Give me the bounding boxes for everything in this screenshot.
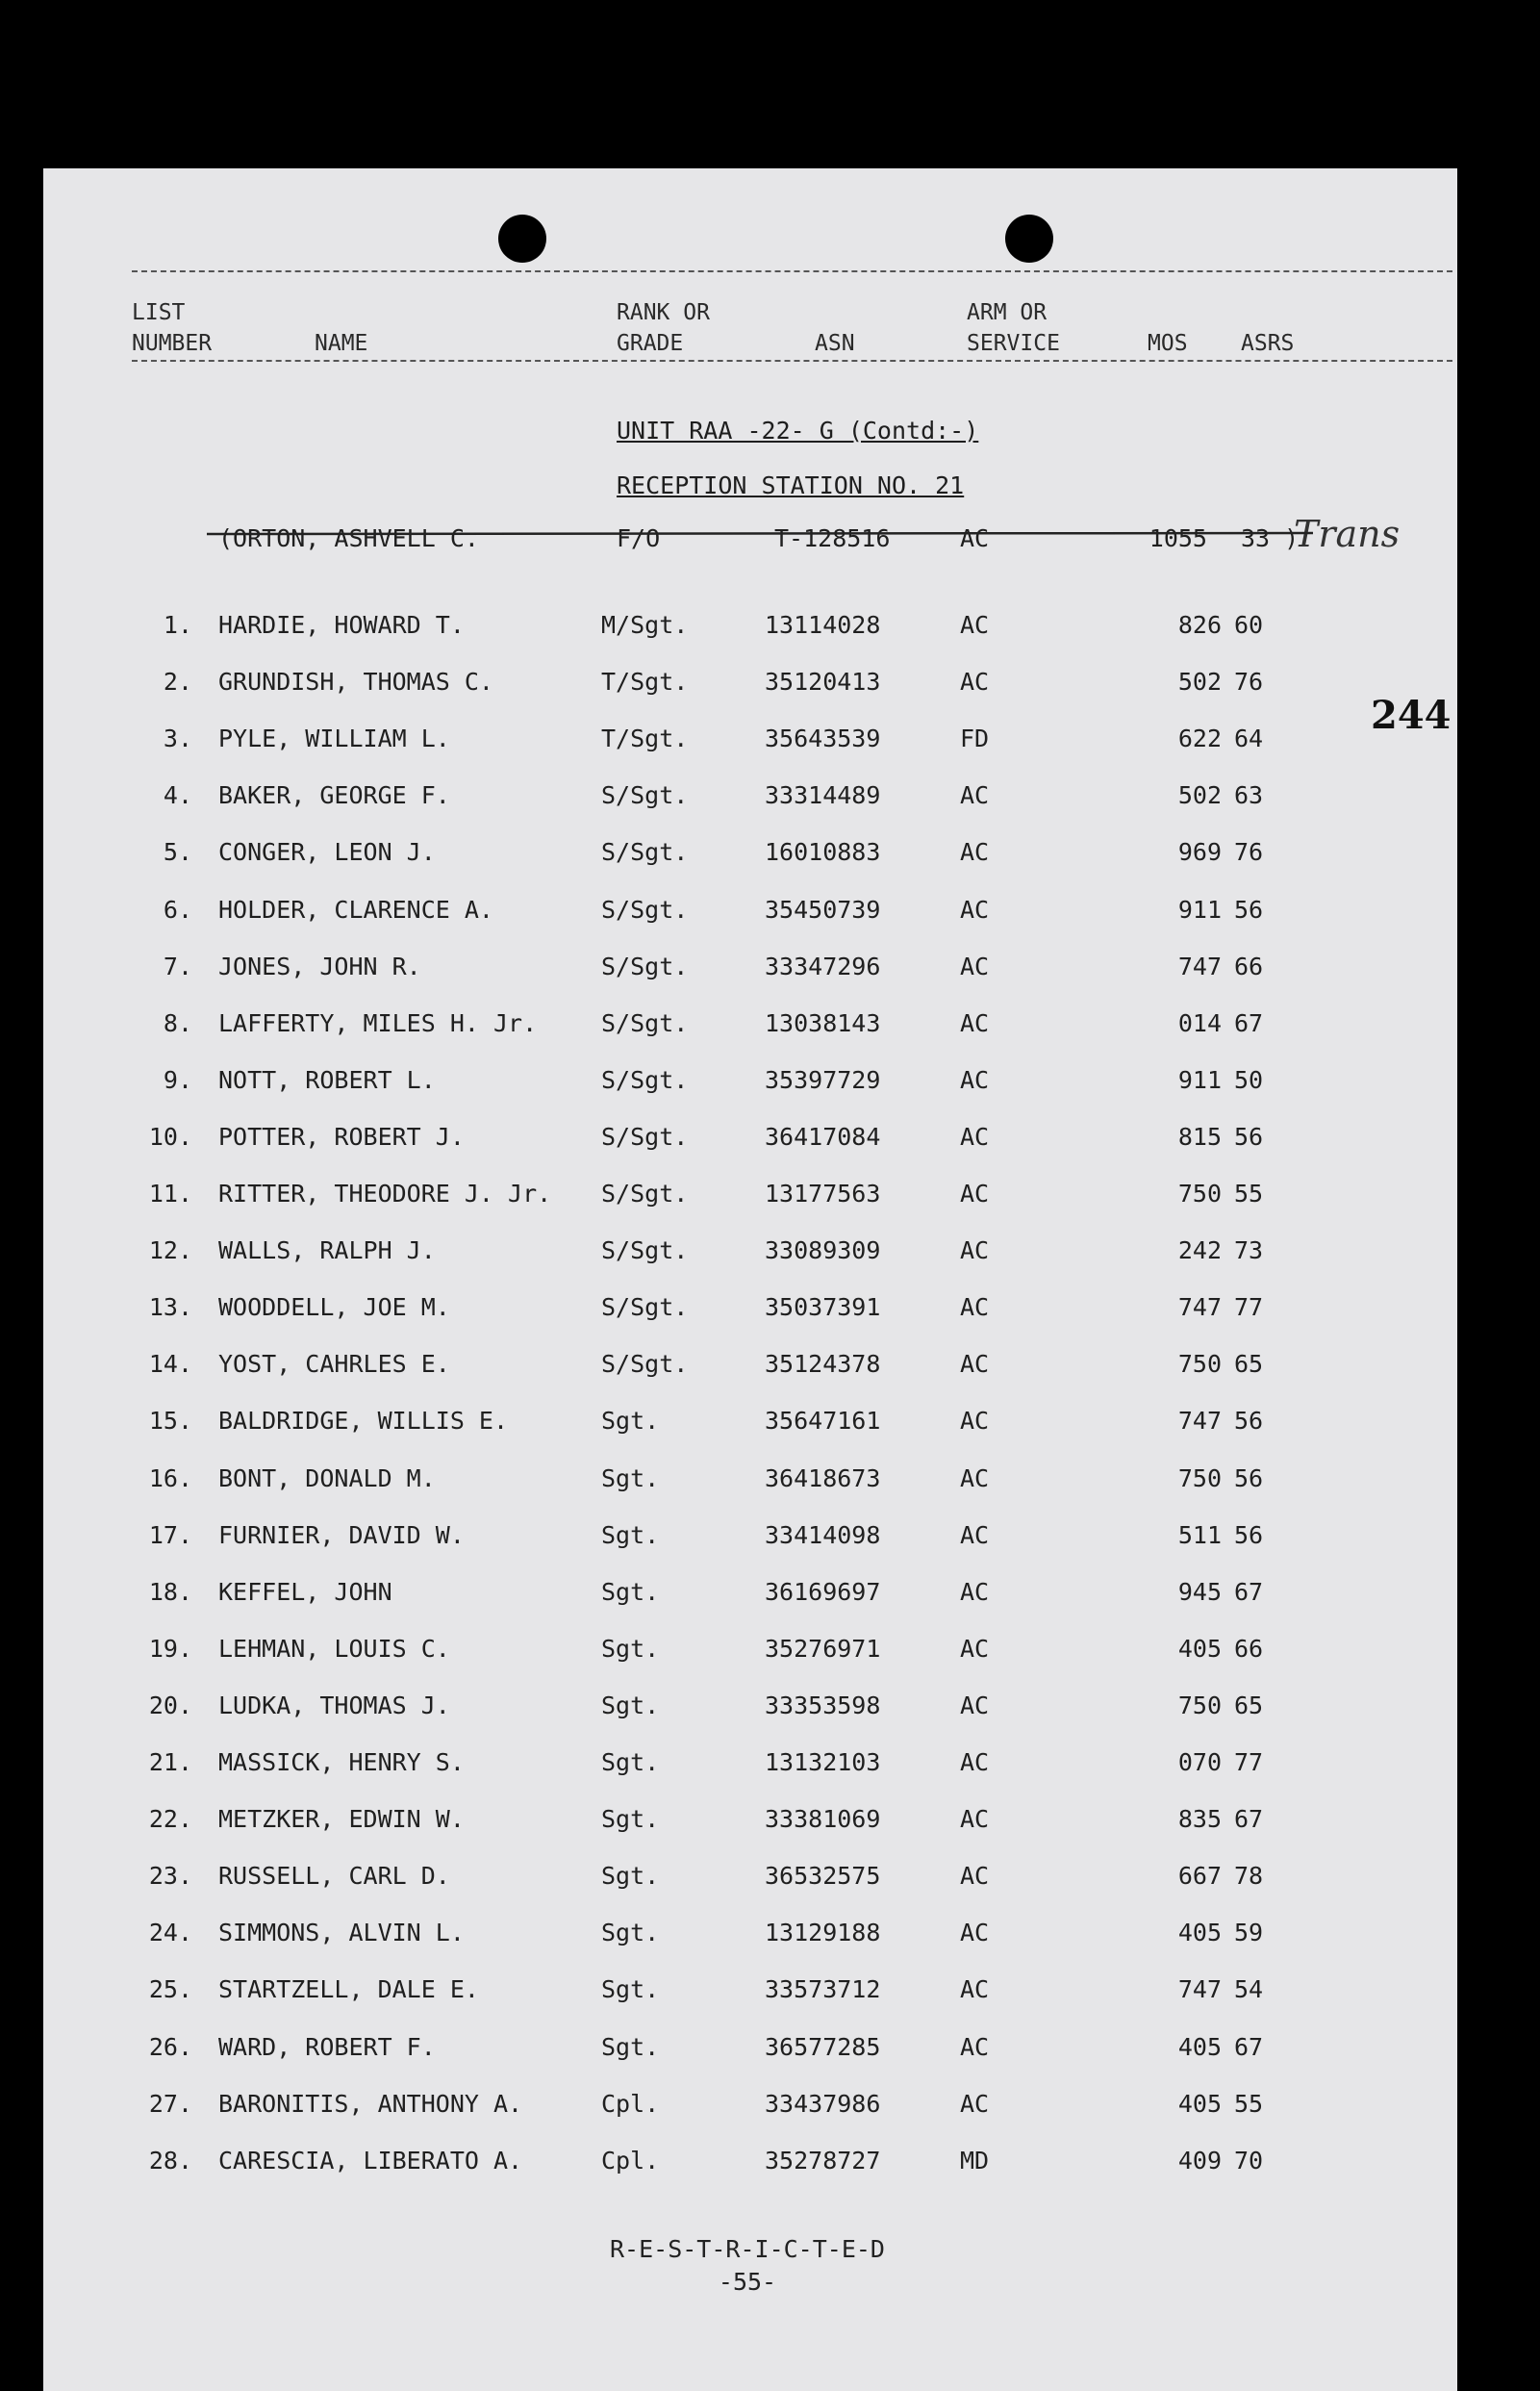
top-dashed-rule xyxy=(132,270,1452,272)
unit-heading: UNIT RAA -22- G (Contd:-) xyxy=(617,417,979,445)
header-asn: ASN xyxy=(815,331,855,356)
header-asrs: ASRS xyxy=(1241,331,1295,356)
person-name: POTTER, ROBERT J. xyxy=(218,1122,465,1151)
mos-code: 014 xyxy=(1177,1008,1222,1037)
list-number: 2. xyxy=(163,668,192,697)
asrs-score: 63 xyxy=(1234,781,1264,810)
header-mos: MOS xyxy=(1148,331,1188,356)
list-number: 11. xyxy=(148,1180,192,1208)
person-name: JONES, JOHN R. xyxy=(218,952,421,980)
mos-code: 622 xyxy=(1177,725,1222,753)
rank-grade: S/Sgt. xyxy=(601,781,689,810)
list-number: 16. xyxy=(148,1463,192,1492)
person-name: RUSSELL, CARL D. xyxy=(218,1862,450,1891)
rank-grade: S/Sgt. xyxy=(601,1236,689,1265)
rank-grade: S/Sgt. xyxy=(601,1293,689,1322)
table-row xyxy=(43,1407,1457,1445)
table-row xyxy=(43,1692,1457,1730)
asn-number: 13177563 xyxy=(765,1180,881,1208)
struck-name: (ORTON, ASHVELL C. xyxy=(218,524,479,552)
list-number: 3. xyxy=(163,725,192,753)
asn-number: 35643539 xyxy=(765,725,881,753)
rank-grade: Sgt. xyxy=(601,1520,660,1549)
table-row xyxy=(43,953,1457,991)
asrs-score: 67 xyxy=(1234,2032,1264,2061)
arm-service: AC xyxy=(960,1862,990,1891)
asrs-score: 78 xyxy=(1234,1862,1264,1891)
asrs-score: 77 xyxy=(1234,1748,1264,1776)
rank-grade: M/Sgt. xyxy=(601,611,689,639)
arm-service: AC xyxy=(960,1065,990,1094)
struck-arm: AC xyxy=(960,524,990,552)
mos-code: 070 xyxy=(1177,1748,1222,1776)
mos-code: 911 xyxy=(1177,1065,1222,1094)
person-name: WALLS, RALPH J. xyxy=(218,1236,436,1265)
asn-number: 33437986 xyxy=(765,2089,881,2118)
table-row xyxy=(43,1236,1457,1275)
arm-service: AC xyxy=(960,1463,990,1492)
table-row xyxy=(43,1009,1457,1048)
asrs-score: 60 xyxy=(1234,611,1264,639)
table-row xyxy=(43,1180,1457,1218)
mos-code: 667 xyxy=(1177,1862,1222,1891)
person-name: LAFFERTY, MILES H. Jr. xyxy=(218,1008,538,1037)
asn-number: 35276971 xyxy=(765,1634,881,1663)
person-name: HARDIE, HOWARD T. xyxy=(218,611,465,639)
rank-grade: S/Sgt. xyxy=(601,1008,689,1037)
mos-code: 911 xyxy=(1177,895,1222,924)
asrs-score: 65 xyxy=(1234,1691,1264,1719)
asrs-score: 76 xyxy=(1234,668,1264,697)
rank-grade: T/Sgt. xyxy=(601,725,689,753)
struck-asrs: 33 ) xyxy=(1241,524,1300,552)
arm-service: AC xyxy=(960,1805,990,1834)
arm-service: AC xyxy=(960,1350,990,1379)
person-name: WOODDELL, JOE M. xyxy=(218,1293,450,1322)
asn-number: 36418673 xyxy=(765,1463,881,1492)
list-number: 23. xyxy=(148,1862,192,1891)
asn-number: 13038143 xyxy=(765,1008,881,1037)
mos-code: 945 xyxy=(1177,1577,1222,1606)
person-name: KEFFEL, JOHN xyxy=(218,1577,392,1606)
arm-service: AC xyxy=(960,952,990,980)
person-name: YOST, CAHRLES E. xyxy=(218,1350,450,1379)
arm-service: AC xyxy=(960,1975,990,2004)
asn-number: 35397729 xyxy=(765,1065,881,1094)
table-row xyxy=(43,725,1457,763)
mos-code: 747 xyxy=(1177,952,1222,980)
mos-code: 815 xyxy=(1177,1122,1222,1151)
asn-number: 33089309 xyxy=(765,1236,881,1265)
asrs-score: 56 xyxy=(1234,1122,1264,1151)
asrs-score: 73 xyxy=(1234,1236,1264,1265)
person-name: STARTZELL, DALE E. xyxy=(218,1975,479,2004)
rank-grade: Sgt. xyxy=(601,1975,660,2004)
asrs-score: 67 xyxy=(1234,1805,1264,1834)
mos-code: 511 xyxy=(1177,1520,1222,1549)
asrs-score: 56 xyxy=(1234,1407,1264,1436)
table-row xyxy=(43,668,1457,706)
list-number: 6. xyxy=(163,895,192,924)
asn-number: 33381069 xyxy=(765,1805,881,1834)
asrs-score: 50 xyxy=(1234,1065,1264,1094)
list-number: 8. xyxy=(163,1008,192,1037)
arm-service: AC xyxy=(960,1634,990,1663)
list-number: 20. xyxy=(148,1691,192,1719)
person-name: FURNIER, DAVID W. xyxy=(218,1520,465,1549)
person-name: GRUNDISH, THOMAS C. xyxy=(218,668,493,697)
rank-grade: Sgt. xyxy=(601,1805,660,1834)
mos-code: 502 xyxy=(1177,668,1222,697)
table-row xyxy=(43,1066,1457,1105)
person-name: METZKER, EDWIN W. xyxy=(218,1805,465,1834)
rank-grade: Sgt. xyxy=(601,1862,660,1891)
person-name: BAKER, GEORGE F. xyxy=(218,781,450,810)
list-number: 14. xyxy=(148,1350,192,1379)
list-number: 7. xyxy=(163,952,192,980)
arm-service: AC xyxy=(960,1008,990,1037)
strikethrough-line xyxy=(178,510,1486,548)
asn-number: 33347296 xyxy=(765,952,881,980)
arm-service: AC xyxy=(960,2089,990,2118)
mos-code: 405 xyxy=(1177,1919,1222,1947)
list-number: 25. xyxy=(148,1975,192,2004)
asrs-score: 70 xyxy=(1234,2146,1264,2175)
person-name: BARONITIS, ANTHONY A. xyxy=(218,2089,523,2118)
table-row xyxy=(43,2090,1457,2128)
punch-hole-right xyxy=(1005,215,1053,263)
arm-service: AC xyxy=(960,1293,990,1322)
list-number: 1. xyxy=(163,611,192,639)
arm-service: AC xyxy=(960,1520,990,1549)
arm-service: AC xyxy=(960,1236,990,1265)
mos-code: 750 xyxy=(1177,1350,1222,1379)
header-arm: ARM OR SERVICE xyxy=(967,300,1060,356)
mos-code: 405 xyxy=(1177,2089,1222,2118)
rank-grade: S/Sgt. xyxy=(601,1122,689,1151)
arm-service: AC xyxy=(960,1919,990,1947)
asn-number: 33414098 xyxy=(765,1520,881,1549)
asn-number: 36169697 xyxy=(765,1577,881,1606)
list-number: 28. xyxy=(148,2146,192,2175)
mos-code: 405 xyxy=(1177,1634,1222,1663)
list-number: 17. xyxy=(148,1520,192,1549)
mos-code: 409 xyxy=(1177,2146,1222,2175)
person-name: BONT, DONALD M. xyxy=(218,1463,436,1492)
struck-mos: 1055 xyxy=(1149,524,1207,552)
person-name: WARD, ROBERT F. xyxy=(218,2032,436,2061)
mos-code: 969 xyxy=(1177,838,1222,867)
asrs-score: 77 xyxy=(1234,1293,1264,1322)
list-number: 4. xyxy=(163,781,192,810)
list-number: 22. xyxy=(148,1805,192,1834)
station-heading: RECEPTION STATION NO. 21 xyxy=(617,471,965,499)
document-page xyxy=(43,168,1457,2391)
table-row xyxy=(43,1464,1457,1503)
asrs-score: 67 xyxy=(1234,1008,1264,1037)
arm-service: AC xyxy=(960,1122,990,1151)
asn-number: 13114028 xyxy=(765,611,881,639)
mos-code: 750 xyxy=(1177,1691,1222,1719)
mos-code: 747 xyxy=(1177,1975,1222,2004)
asrs-score: 66 xyxy=(1234,952,1264,980)
asrs-score: 54 xyxy=(1234,1975,1264,2004)
mos-code: 747 xyxy=(1177,1293,1222,1322)
asn-number: 35278727 xyxy=(765,2146,881,2175)
header-list-number: LIST NUMBER xyxy=(132,300,213,356)
mos-code: 747 xyxy=(1177,1407,1222,1436)
asn-number: 36577285 xyxy=(765,2032,881,2061)
header-name: NAME xyxy=(315,331,368,356)
asrs-score: 65 xyxy=(1234,1350,1264,1379)
rank-grade: Sgt. xyxy=(601,1463,660,1492)
rank-grade: S/Sgt. xyxy=(601,1065,689,1094)
asn-number: 16010883 xyxy=(765,838,881,867)
table-row xyxy=(43,1748,1457,1787)
asn-number: 35647161 xyxy=(765,1407,881,1436)
arm-service: AC xyxy=(960,1180,990,1208)
page-number: -55- xyxy=(718,2268,777,2296)
mos-code: 826 xyxy=(1177,611,1222,639)
table-row xyxy=(43,1350,1457,1388)
table-row xyxy=(43,2147,1457,2185)
page-stamp-number: 244 xyxy=(1371,693,1452,738)
mos-code: 242 xyxy=(1177,1236,1222,1265)
person-name: HOLDER, CLARENCE A. xyxy=(218,895,493,924)
asrs-score: 66 xyxy=(1234,1634,1264,1663)
table-row xyxy=(43,838,1457,877)
rank-grade: S/Sgt. xyxy=(601,1180,689,1208)
arm-service: AC xyxy=(960,1748,990,1776)
asrs-score: 64 xyxy=(1234,725,1264,753)
rank-grade: Sgt. xyxy=(601,1407,660,1436)
person-name: CARESCIA, LIBERATO A. xyxy=(218,2146,523,2175)
punch-hole-left xyxy=(498,215,546,263)
table-row xyxy=(43,1293,1457,1332)
asrs-score: 59 xyxy=(1234,1919,1264,1947)
asn-number: 36417084 xyxy=(765,1122,881,1151)
table-row xyxy=(43,1975,1457,2014)
list-number: 24. xyxy=(148,1919,192,1947)
person-name: CONGER, LEON J. xyxy=(218,838,436,867)
mos-code: 835 xyxy=(1177,1805,1222,1834)
rank-grade: Sgt. xyxy=(601,1748,660,1776)
header-dashed-rule xyxy=(132,360,1452,362)
struck-asn: T-128516 xyxy=(774,524,891,552)
person-name: PYLE, WILLIAM L. xyxy=(218,725,450,753)
handwritten-trans-note: Trans xyxy=(1294,513,1401,555)
struck-rank: F/O xyxy=(617,524,661,552)
asn-number: 13132103 xyxy=(765,1748,881,1776)
asrs-score: 67 xyxy=(1234,1577,1264,1606)
arm-service: AC xyxy=(960,895,990,924)
list-number: 12. xyxy=(148,1236,192,1265)
asn-number: 33314489 xyxy=(765,781,881,810)
arm-service: AC xyxy=(960,1407,990,1436)
arm-service: AC xyxy=(960,668,990,697)
mos-code: 502 xyxy=(1177,781,1222,810)
list-number: 15. xyxy=(148,1407,192,1436)
arm-service: AC xyxy=(960,2032,990,2061)
table-row xyxy=(43,2033,1457,2072)
asn-number: 13129188 xyxy=(765,1919,881,1947)
person-name: LEHMAN, LOUIS C. xyxy=(218,1634,450,1663)
table-row xyxy=(43,1635,1457,1673)
table-row xyxy=(43,1521,1457,1560)
rank-grade: S/Sgt. xyxy=(601,838,689,867)
list-number: 27. xyxy=(148,2089,192,2118)
rank-grade: S/Sgt. xyxy=(601,895,689,924)
rank-grade: Sgt. xyxy=(601,1634,660,1663)
arm-service: AC xyxy=(960,1691,990,1719)
list-number: 19. xyxy=(148,1634,192,1663)
rank-grade: Sgt. xyxy=(601,1577,660,1606)
asrs-score: 56 xyxy=(1234,1463,1264,1492)
asrs-score: 56 xyxy=(1234,895,1264,924)
table-row xyxy=(43,1578,1457,1616)
list-number: 9. xyxy=(163,1065,192,1094)
table-row xyxy=(43,781,1457,820)
asn-number: 33353598 xyxy=(765,1691,881,1719)
rank-grade: T/Sgt. xyxy=(601,668,689,697)
arm-service: FD xyxy=(960,725,990,753)
person-name: NOTT, ROBERT L. xyxy=(218,1065,436,1094)
table-row xyxy=(43,1862,1457,1900)
asn-number: 36532575 xyxy=(765,1862,881,1891)
person-name: SIMMONS, ALVIN L. xyxy=(218,1919,465,1947)
arm-service: AC xyxy=(960,838,990,867)
asn-number: 35120413 xyxy=(765,668,881,697)
table-row xyxy=(43,1805,1457,1844)
list-number: 5. xyxy=(163,838,192,867)
classification-footer: R-E-S-T-R-I-C-T-E-D xyxy=(610,2235,885,2263)
rank-grade: Sgt. xyxy=(601,2032,660,2061)
asn-number: 33573712 xyxy=(765,1975,881,2004)
rank-grade: Sgt. xyxy=(601,1919,660,1947)
asrs-score: 55 xyxy=(1234,2089,1264,2118)
asn-number: 35037391 xyxy=(765,1293,881,1322)
arm-service: AC xyxy=(960,781,990,810)
arm-service: AC xyxy=(960,1577,990,1606)
list-number: 13. xyxy=(148,1293,192,1322)
list-number: 26. xyxy=(148,2032,192,2061)
person-name: MASSICK, HENRY S. xyxy=(218,1748,465,1776)
person-name: RITTER, THEODORE J. Jr. xyxy=(218,1180,552,1208)
asrs-score: 55 xyxy=(1234,1180,1264,1208)
list-number: 18. xyxy=(148,1577,192,1606)
mos-code: 750 xyxy=(1177,1180,1222,1208)
rank-grade: S/Sgt. xyxy=(601,1350,689,1379)
arm-service: AC xyxy=(960,611,990,639)
list-number: 10. xyxy=(148,1122,192,1151)
mos-code: 750 xyxy=(1177,1463,1222,1492)
rank-grade: Cpl. xyxy=(601,2089,660,2118)
list-number: 21. xyxy=(148,1748,192,1776)
asn-number: 35450739 xyxy=(765,895,881,924)
table-row xyxy=(43,1919,1457,1957)
rank-grade: Sgt. xyxy=(601,1691,660,1719)
arm-service: MD xyxy=(960,2146,990,2175)
person-name: BALDRIDGE, WILLIS E. xyxy=(218,1407,509,1436)
asrs-score: 76 xyxy=(1234,838,1264,867)
table-row xyxy=(43,896,1457,934)
person-name: LUDKA, THOMAS J. xyxy=(218,1691,450,1719)
header-rank: RANK OR GRADE xyxy=(617,300,710,356)
table-row xyxy=(43,1123,1457,1161)
rank-grade: S/Sgt. xyxy=(601,952,689,980)
table-row xyxy=(43,611,1457,649)
rank-grade: Cpl. xyxy=(601,2146,660,2175)
asrs-score: 56 xyxy=(1234,1520,1264,1549)
asn-number: 35124378 xyxy=(765,1350,881,1379)
mos-code: 405 xyxy=(1177,2032,1222,2061)
